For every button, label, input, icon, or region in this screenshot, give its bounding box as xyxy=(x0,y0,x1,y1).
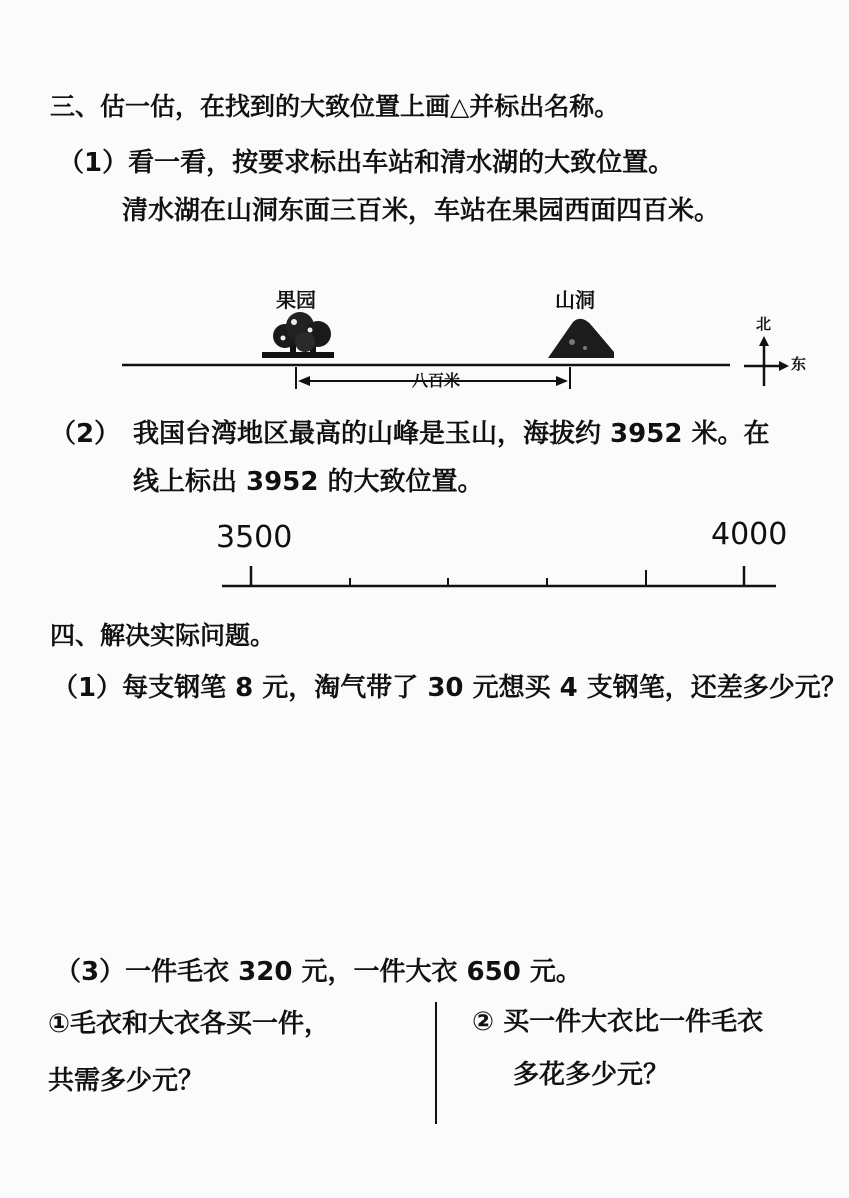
number-line-right-label: 4000 xyxy=(711,517,788,552)
section3-title: 三、估一估，在找到的大致位置上画△并标出名称。 xyxy=(50,92,620,121)
cave-label: 山洞 xyxy=(555,288,595,312)
q3-sub1-line2: 共需多少元？ xyxy=(48,1066,205,1096)
east-label: 东 xyxy=(791,355,807,373)
q3-sub2-line2: 多花多少元？ xyxy=(513,1060,670,1090)
number-line[interactable] xyxy=(222,566,776,586)
north-label: 北 xyxy=(756,315,772,333)
q3-sub2-line1: ② 买一件大衣比一件毛衣 xyxy=(472,1007,764,1037)
section4-q1: （1）每支钢笔 8 元，淘气带了 30 元想买 4 支钢笔，还差多少元？ xyxy=(52,673,847,703)
section4-title: 四、解决实际问题。 xyxy=(50,621,276,650)
q2-label: （2） xyxy=(50,419,121,449)
compass-icon xyxy=(744,336,789,386)
q1-description: 清水湖在山洞东面三百米，车站在果园西面四百米。 xyxy=(122,196,721,226)
orchard-label: 果园 xyxy=(276,288,316,312)
section4-q3-label: （3）一件毛衣 320 元，一件大衣 650 元。 xyxy=(55,957,582,987)
mountain-icon xyxy=(548,319,614,358)
distance-label: 八百米 xyxy=(408,373,464,389)
q3-sub1-line1: ①毛衣和大衣各买一件， xyxy=(48,1009,331,1039)
q2-text-line2: 线上标出 3952 的大致位置。 xyxy=(133,467,484,497)
q1-label: （1）看一看，按要求标出车站和清水湖的大致位置。 xyxy=(58,148,675,178)
q2-text-line1: 我国台湾地区最高的山峰是玉山，海拔约 3952 米。在 xyxy=(133,419,770,449)
tree-icon xyxy=(262,312,334,358)
distance-marker xyxy=(296,367,570,389)
number-line-left-label: 3500 xyxy=(216,520,293,555)
